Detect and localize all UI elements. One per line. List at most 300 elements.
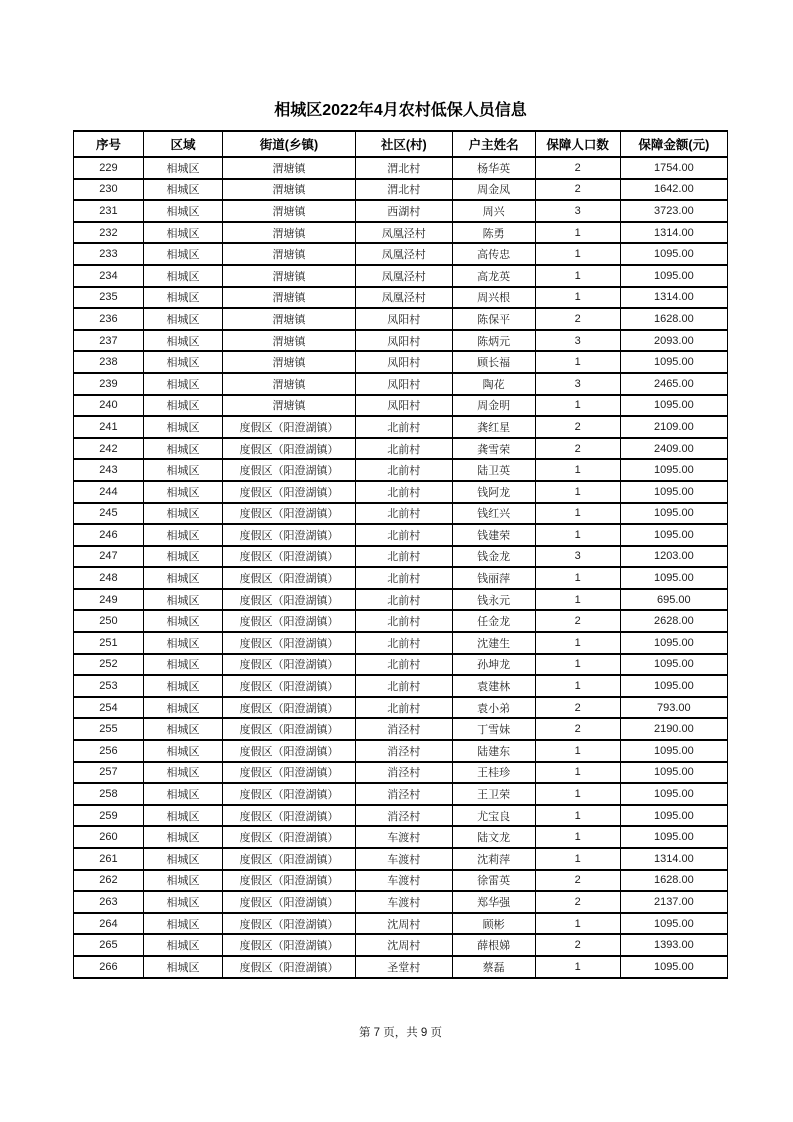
table-row <box>74 459 728 481</box>
table-cell: 1 <box>535 459 620 481</box>
table-cell: 相城区 <box>143 762 222 784</box>
table-cell: 1 <box>535 826 620 848</box>
table-cell: 渭塘镇 <box>223 330 356 352</box>
table-cell: 凤凰泾村 <box>355 265 452 287</box>
table-cell: 郑华强 <box>452 891 535 913</box>
table-row <box>74 222 728 244</box>
table-row <box>74 783 728 805</box>
table-cell: 2628.00 <box>620 610 727 632</box>
table-cell: 消泾村 <box>355 805 452 827</box>
table-cell: 凤阳村 <box>355 395 452 417</box>
table-row <box>74 567 728 589</box>
table-cell: 北前村 <box>355 416 452 438</box>
table-cell: 相城区 <box>143 956 222 978</box>
table-cell: 233 <box>74 243 144 265</box>
table-row <box>74 395 728 417</box>
table-cell: 沈周村 <box>355 934 452 956</box>
table-cell: 度假区（阳澄湖镇） <box>223 416 356 438</box>
table-cell: 1 <box>535 481 620 503</box>
table-cell: 相城区 <box>143 287 222 309</box>
table-cell: 圣堂村 <box>355 956 452 978</box>
table-cell: 249 <box>74 589 144 611</box>
table-cell: 3 <box>535 330 620 352</box>
table-cell: 度假区（阳澄湖镇） <box>223 567 356 589</box>
table-cell: 陈勇 <box>452 222 535 244</box>
table-cell: 1628.00 <box>620 870 727 892</box>
table-cell: 车渡村 <box>355 848 452 870</box>
table-cell: 1095.00 <box>620 826 727 848</box>
table-cell: 相城区 <box>143 481 222 503</box>
table-row <box>74 438 728 460</box>
table-cell: 相城区 <box>143 200 222 222</box>
table-cell: 渭塘镇 <box>223 308 356 330</box>
table-cell: 1095.00 <box>620 762 727 784</box>
table-cell: 3 <box>535 373 620 395</box>
table-cell: 1095.00 <box>620 675 727 697</box>
table-cell: 1095.00 <box>620 481 727 503</box>
table-cell: 1095.00 <box>620 459 727 481</box>
table-cell: 度假区（阳澄湖镇） <box>223 654 356 676</box>
table-cell: 北前村 <box>355 524 452 546</box>
table-cell: 蔡磊 <box>452 956 535 978</box>
table-cell: 2 <box>535 308 620 330</box>
table-cell: 256 <box>74 740 144 762</box>
table-cell: 244 <box>74 481 144 503</box>
table-cell: 241 <box>74 416 144 438</box>
table-cell: 相城区 <box>143 891 222 913</box>
table-cell: 1203.00 <box>620 546 727 568</box>
table-cell: 渭塘镇 <box>223 157 356 179</box>
table-cell: 相城区 <box>143 524 222 546</box>
table-cell: 车渡村 <box>355 826 452 848</box>
table-cell: 相城区 <box>143 265 222 287</box>
table-row <box>74 524 728 546</box>
table-cell: 1 <box>535 762 620 784</box>
table-row <box>74 934 728 956</box>
table-cell: 230 <box>74 179 144 201</box>
table-cell: 1 <box>535 351 620 373</box>
table-row <box>74 481 728 503</box>
table-cell: 1 <box>535 632 620 654</box>
table-row <box>74 373 728 395</box>
table-cell: 钱永元 <box>452 589 535 611</box>
table-cell: 度假区（阳澄湖镇） <box>223 697 356 719</box>
table-cell: 陈炳元 <box>452 330 535 352</box>
table-cell: 1095.00 <box>620 265 727 287</box>
table-cell: 沈建生 <box>452 632 535 654</box>
table-cell: 2 <box>535 438 620 460</box>
table-row <box>74 718 728 740</box>
table-cell: 2409.00 <box>620 438 727 460</box>
table-cell: 1 <box>535 287 620 309</box>
table-cell: 1095.00 <box>620 243 727 265</box>
table-cell: 相城区 <box>143 848 222 870</box>
table-cell: 渭塘镇 <box>223 200 356 222</box>
table-row <box>74 157 728 179</box>
table-cell: 260 <box>74 826 144 848</box>
table-cell: 2465.00 <box>620 373 727 395</box>
table-cell: 凤阳村 <box>355 373 452 395</box>
header-cell-name: 户主姓名 <box>452 131 535 157</box>
table-cell: 周金凤 <box>452 179 535 201</box>
table-cell: 1 <box>535 524 620 546</box>
table-row <box>74 848 728 870</box>
table-cell: 北前村 <box>355 438 452 460</box>
table-cell: 1642.00 <box>620 179 727 201</box>
table-cell: 1 <box>535 395 620 417</box>
table-cell: 235 <box>74 287 144 309</box>
table-cell: 相城区 <box>143 826 222 848</box>
table-cell: 渭塘镇 <box>223 222 356 244</box>
table-cell: 度假区（阳澄湖镇） <box>223 632 356 654</box>
table-cell: 渭塘镇 <box>223 179 356 201</box>
table-cell: 2 <box>535 718 620 740</box>
table-cell: 周金明 <box>452 395 535 417</box>
table-row <box>74 870 728 892</box>
table-cell: 231 <box>74 200 144 222</box>
table-row <box>74 632 728 654</box>
table-cell: 242 <box>74 438 144 460</box>
table-cell: 1 <box>535 589 620 611</box>
table-row <box>74 740 728 762</box>
table-row <box>74 891 728 913</box>
table-cell: 相城区 <box>143 675 222 697</box>
table-cell: 消泾村 <box>355 740 452 762</box>
table-cell: 相城区 <box>143 718 222 740</box>
table-cell: 度假区（阳澄湖镇） <box>223 783 356 805</box>
table-cell: 1754.00 <box>620 157 727 179</box>
table-cell: 262 <box>74 870 144 892</box>
table-cell: 1 <box>535 243 620 265</box>
table-cell: 钱阿龙 <box>452 481 535 503</box>
table-cell: 相城区 <box>143 438 222 460</box>
table-row <box>74 762 728 784</box>
table-cell: 度假区（阳澄湖镇） <box>223 913 356 935</box>
table-cell: 2 <box>535 179 620 201</box>
table-cell: 北前村 <box>355 481 452 503</box>
table-header-row <box>74 131 728 157</box>
table-cell: 1095.00 <box>620 654 727 676</box>
table-cell: 度假区（阳澄湖镇） <box>223 675 356 697</box>
table-cell: 259 <box>74 805 144 827</box>
table-cell: 248 <box>74 567 144 589</box>
table-cell: 周兴 <box>452 200 535 222</box>
table-row <box>74 913 728 935</box>
table-cell: 杨华英 <box>452 157 535 179</box>
table-cell: 袁小弟 <box>452 697 535 719</box>
table-cell: 229 <box>74 157 144 179</box>
page-title: 相城区2022年4月农村低保人员信息 <box>274 102 527 119</box>
table-cell: 1 <box>535 222 620 244</box>
table-cell: 254 <box>74 697 144 719</box>
table-cell: 北前村 <box>355 567 452 589</box>
table-cell: 北前村 <box>355 503 452 525</box>
table-row <box>74 610 728 632</box>
table-body <box>74 157 728 978</box>
table-cell: 2 <box>535 891 620 913</box>
table-cell: 北前村 <box>355 610 452 632</box>
table-cell: 北前村 <box>355 675 452 697</box>
table-cell: 258 <box>74 783 144 805</box>
table-cell: 相城区 <box>143 157 222 179</box>
table-cell: 袁建林 <box>452 675 535 697</box>
table-cell: 任金龙 <box>452 610 535 632</box>
table-cell: 相城区 <box>143 870 222 892</box>
table-cell: 度假区（阳澄湖镇） <box>223 524 356 546</box>
table-cell: 1 <box>535 783 620 805</box>
table-cell: 232 <box>74 222 144 244</box>
table-cell: 1628.00 <box>620 308 727 330</box>
table-cell: 1095.00 <box>620 913 727 935</box>
table-cell: 1 <box>535 805 620 827</box>
table-row <box>74 826 728 848</box>
table-cell: 沈周村 <box>355 913 452 935</box>
table-cell: 3 <box>535 200 620 222</box>
table-cell: 薛根娣 <box>452 934 535 956</box>
table-cell: 1095.00 <box>620 524 727 546</box>
table-cell: 度假区（阳澄湖镇） <box>223 762 356 784</box>
table-cell: 渭塘镇 <box>223 395 356 417</box>
table-cell: 渭塘镇 <box>223 373 356 395</box>
table-cell: 相城区 <box>143 697 222 719</box>
table-cell: 度假区（阳澄湖镇） <box>223 610 356 632</box>
table-cell: 234 <box>74 265 144 287</box>
table-cell: 1314.00 <box>620 287 727 309</box>
table-cell: 2109.00 <box>620 416 727 438</box>
table-cell: 钱金龙 <box>452 546 535 568</box>
table-cell: 相城区 <box>143 805 222 827</box>
table-cell: 相城区 <box>143 243 222 265</box>
table-cell: 263 <box>74 891 144 913</box>
table-cell: 度假区（阳澄湖镇） <box>223 740 356 762</box>
table-cell: 253 <box>74 675 144 697</box>
table-cell: 1095.00 <box>620 503 727 525</box>
table-cell: 度假区（阳澄湖镇） <box>223 459 356 481</box>
table-cell: 顾彬 <box>452 913 535 935</box>
table-cell: 247 <box>74 546 144 568</box>
table-cell: 2190.00 <box>620 718 727 740</box>
table-cell: 相城区 <box>143 783 222 805</box>
table-cell: 度假区（阳澄湖镇） <box>223 718 356 740</box>
table-cell: 相城区 <box>143 179 222 201</box>
table-cell: 消泾村 <box>355 783 452 805</box>
table-cell: 度假区（阳澄湖镇） <box>223 589 356 611</box>
table-cell: 陆卫英 <box>452 459 535 481</box>
table-cell: 相城区 <box>143 222 222 244</box>
table-cell: 车渡村 <box>355 870 452 892</box>
table-cell: 245 <box>74 503 144 525</box>
table-row <box>74 351 728 373</box>
table-cell: 渭塘镇 <box>223 351 356 373</box>
table-cell: 236 <box>74 308 144 330</box>
table-cell: 北前村 <box>355 632 452 654</box>
table-cell: 246 <box>74 524 144 546</box>
table-cell: 钱丽萍 <box>452 567 535 589</box>
table-cell: 徐雷英 <box>452 870 535 892</box>
table-cell: 1 <box>535 740 620 762</box>
table-cell: 239 <box>74 373 144 395</box>
table-cell: 2137.00 <box>620 891 727 913</box>
table-cell: 1095.00 <box>620 395 727 417</box>
table-cell: 3723.00 <box>620 200 727 222</box>
table-cell: 消泾村 <box>355 762 452 784</box>
table-cell: 相城区 <box>143 610 222 632</box>
table-row <box>74 265 728 287</box>
table-cell: 264 <box>74 913 144 935</box>
table-cell: 渭北村 <box>355 179 452 201</box>
table-cell: 1 <box>535 848 620 870</box>
header-cell-region: 区域 <box>143 131 222 157</box>
table-cell: 渭塘镇 <box>223 265 356 287</box>
table-cell: 车渡村 <box>355 891 452 913</box>
table-cell: 2 <box>535 870 620 892</box>
table-cell: 度假区（阳澄湖镇） <box>223 438 356 460</box>
table-cell: 265 <box>74 934 144 956</box>
table-cell: 消泾村 <box>355 718 452 740</box>
table-cell: 钱红兴 <box>452 503 535 525</box>
table-cell: 240 <box>74 395 144 417</box>
table-cell: 孙坤龙 <box>452 654 535 676</box>
table-row <box>74 200 728 222</box>
table-cell: 238 <box>74 351 144 373</box>
table-cell: 1393.00 <box>620 934 727 956</box>
table-cell: 1 <box>535 956 620 978</box>
table-cell: 1 <box>535 675 620 697</box>
table-row <box>74 503 728 525</box>
table-row <box>74 308 728 330</box>
table-cell: 相城区 <box>143 632 222 654</box>
table-cell: 凤凰泾村 <box>355 287 452 309</box>
table-row <box>74 179 728 201</box>
table-cell: 北前村 <box>355 589 452 611</box>
table-cell: 1095.00 <box>620 805 727 827</box>
table-cell: 2 <box>535 157 620 179</box>
table-cell: 高传忠 <box>452 243 535 265</box>
table-cell: 1095.00 <box>620 632 727 654</box>
page-footer: 第 7 页，共 9 页 <box>358 1026 443 1039</box>
table-cell: 250 <box>74 610 144 632</box>
table-cell: 1095.00 <box>620 956 727 978</box>
table-cell: 顾长福 <box>452 351 535 373</box>
table-cell: 龚红星 <box>452 416 535 438</box>
table-cell: 度假区（阳澄湖镇） <box>223 934 356 956</box>
table-cell: 周兴根 <box>452 287 535 309</box>
table-cell: 1314.00 <box>620 848 727 870</box>
table-cell: 尤宝良 <box>452 805 535 827</box>
table-row <box>74 697 728 719</box>
table-row <box>74 546 728 568</box>
table-cell: 695.00 <box>620 589 727 611</box>
table-cell: 度假区（阳澄湖镇） <box>223 805 356 827</box>
table-cell: 渭塘镇 <box>223 243 356 265</box>
table-cell: 丁雪妹 <box>452 718 535 740</box>
table-cell: 北前村 <box>355 654 452 676</box>
table-cell: 793.00 <box>620 697 727 719</box>
table-cell: 度假区（阳澄湖镇） <box>223 546 356 568</box>
table-cell: 1095.00 <box>620 740 727 762</box>
table-cell: 凤阳村 <box>355 351 452 373</box>
table-cell: 251 <box>74 632 144 654</box>
table-cell: 2093.00 <box>620 330 727 352</box>
table-row <box>74 805 728 827</box>
table-cell: 261 <box>74 848 144 870</box>
table-cell: 1095.00 <box>620 783 727 805</box>
table-row <box>74 243 728 265</box>
table-cell: 相城区 <box>143 913 222 935</box>
table-cell: 243 <box>74 459 144 481</box>
table-cell: 1095.00 <box>620 351 727 373</box>
table-cell: 1 <box>535 567 620 589</box>
table-cell: 2 <box>535 934 620 956</box>
table-cell: 凤阳村 <box>355 330 452 352</box>
table-cell: 北前村 <box>355 697 452 719</box>
table-cell: 钱建荣 <box>452 524 535 546</box>
table-cell: 龚雪荣 <box>452 438 535 460</box>
table-row <box>74 675 728 697</box>
table-row <box>74 654 728 676</box>
table-cell: 2 <box>535 416 620 438</box>
table-row <box>74 589 728 611</box>
table-cell: 1 <box>535 503 620 525</box>
table-cell: 陆文龙 <box>452 826 535 848</box>
table-cell: 3 <box>535 546 620 568</box>
table-cell: 度假区（阳澄湖镇） <box>223 503 356 525</box>
table-cell: 2 <box>535 610 620 632</box>
low-income-table <box>73 130 728 979</box>
table-cell: 1 <box>535 265 620 287</box>
table-cell: 度假区（阳澄湖镇） <box>223 848 356 870</box>
table-row <box>74 416 728 438</box>
table-cell: 相城区 <box>143 351 222 373</box>
header-cell-village: 社区(村) <box>355 131 452 157</box>
table-cell: 王卫荣 <box>452 783 535 805</box>
table-cell: 度假区（阳澄湖镇） <box>223 870 356 892</box>
table-cell: 1 <box>535 654 620 676</box>
table-cell: 沈莉萍 <box>452 848 535 870</box>
table-cell: 相城区 <box>143 567 222 589</box>
table-cell: 凤阳村 <box>355 308 452 330</box>
table-cell: 相城区 <box>143 654 222 676</box>
table-cell: 相城区 <box>143 589 222 611</box>
table-cell: 255 <box>74 718 144 740</box>
table-cell: 相城区 <box>143 395 222 417</box>
header-cell-amount: 保障金额(元) <box>620 131 727 157</box>
table-row <box>74 330 728 352</box>
table-cell: 相城区 <box>143 934 222 956</box>
table-cell: 度假区（阳澄湖镇） <box>223 826 356 848</box>
table-cell: 1314.00 <box>620 222 727 244</box>
table-cell: 257 <box>74 762 144 784</box>
table-cell: 2 <box>535 697 620 719</box>
table-cell: 西湖村 <box>355 200 452 222</box>
table-cell: 度假区（阳澄湖镇） <box>223 481 356 503</box>
table-cell: 陆建东 <box>452 740 535 762</box>
table-cell: 陶花 <box>452 373 535 395</box>
table-cell: 北前村 <box>355 459 452 481</box>
table-row <box>74 956 728 978</box>
table-cell: 相城区 <box>143 330 222 352</box>
table-cell: 度假区（阳澄湖镇） <box>223 891 356 913</box>
table-cell: 相城区 <box>143 416 222 438</box>
table-cell: 相城区 <box>143 459 222 481</box>
table-cell: 高龙英 <box>452 265 535 287</box>
table-cell: 渭北村 <box>355 157 452 179</box>
table-cell: 凤凰泾村 <box>355 243 452 265</box>
table-cell: 渭塘镇 <box>223 287 356 309</box>
table-cell: 266 <box>74 956 144 978</box>
table-cell: 相城区 <box>143 373 222 395</box>
header-cell-street: 街道(乡镇) <box>223 131 356 157</box>
